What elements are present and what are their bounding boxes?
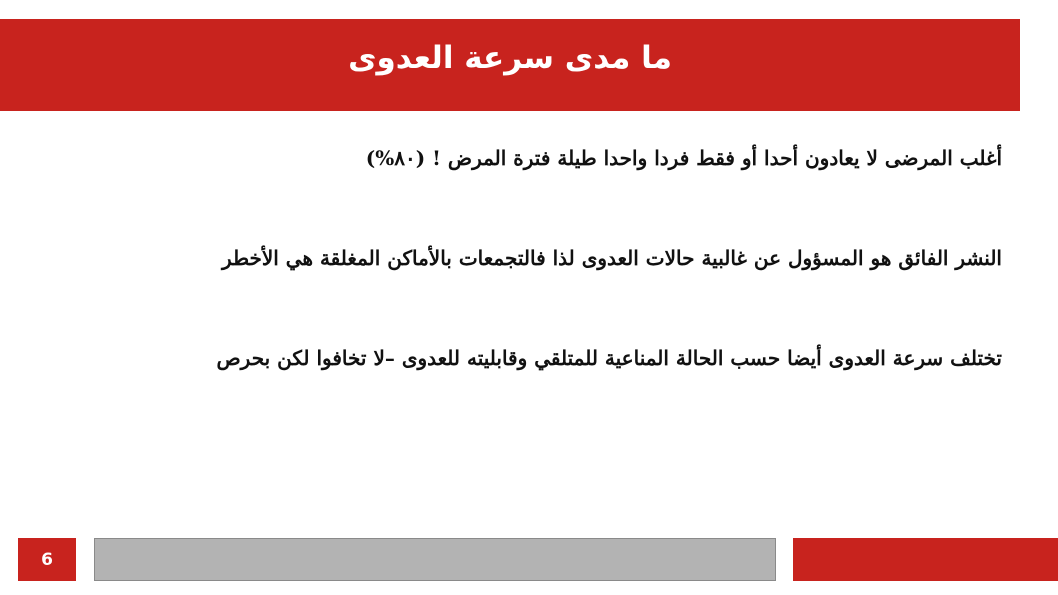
- bullet-2: النشر الفائق هو المسؤول عن غالبية حالات العدوى لذا فالتجمعات بالأماكن المغلقة هي الأخطر: [222, 246, 1002, 270]
- slide-content: [162, 133, 1002, 433]
- bullet-3: تختلف سرعة العدوى أيضا حسب الحالة المناعية للمتلقي وقابليته للعدوى –لا تخافوا لكن بحرص: [216, 346, 1002, 370]
- footer-red-bar: [793, 538, 1058, 581]
- page-number: 6: [18, 538, 76, 581]
- slide-title: ما مدى سرعة العدوى: [348, 40, 672, 76]
- bullet-1: أغلب المرضى لا يعادون أحدا أو فقط فردا واحدا طيلة فترة المرض ! (٨٠%): [365, 146, 1002, 170]
- footer-gray-bar: [94, 538, 776, 581]
- title-bar: [0, 19, 1020, 111]
